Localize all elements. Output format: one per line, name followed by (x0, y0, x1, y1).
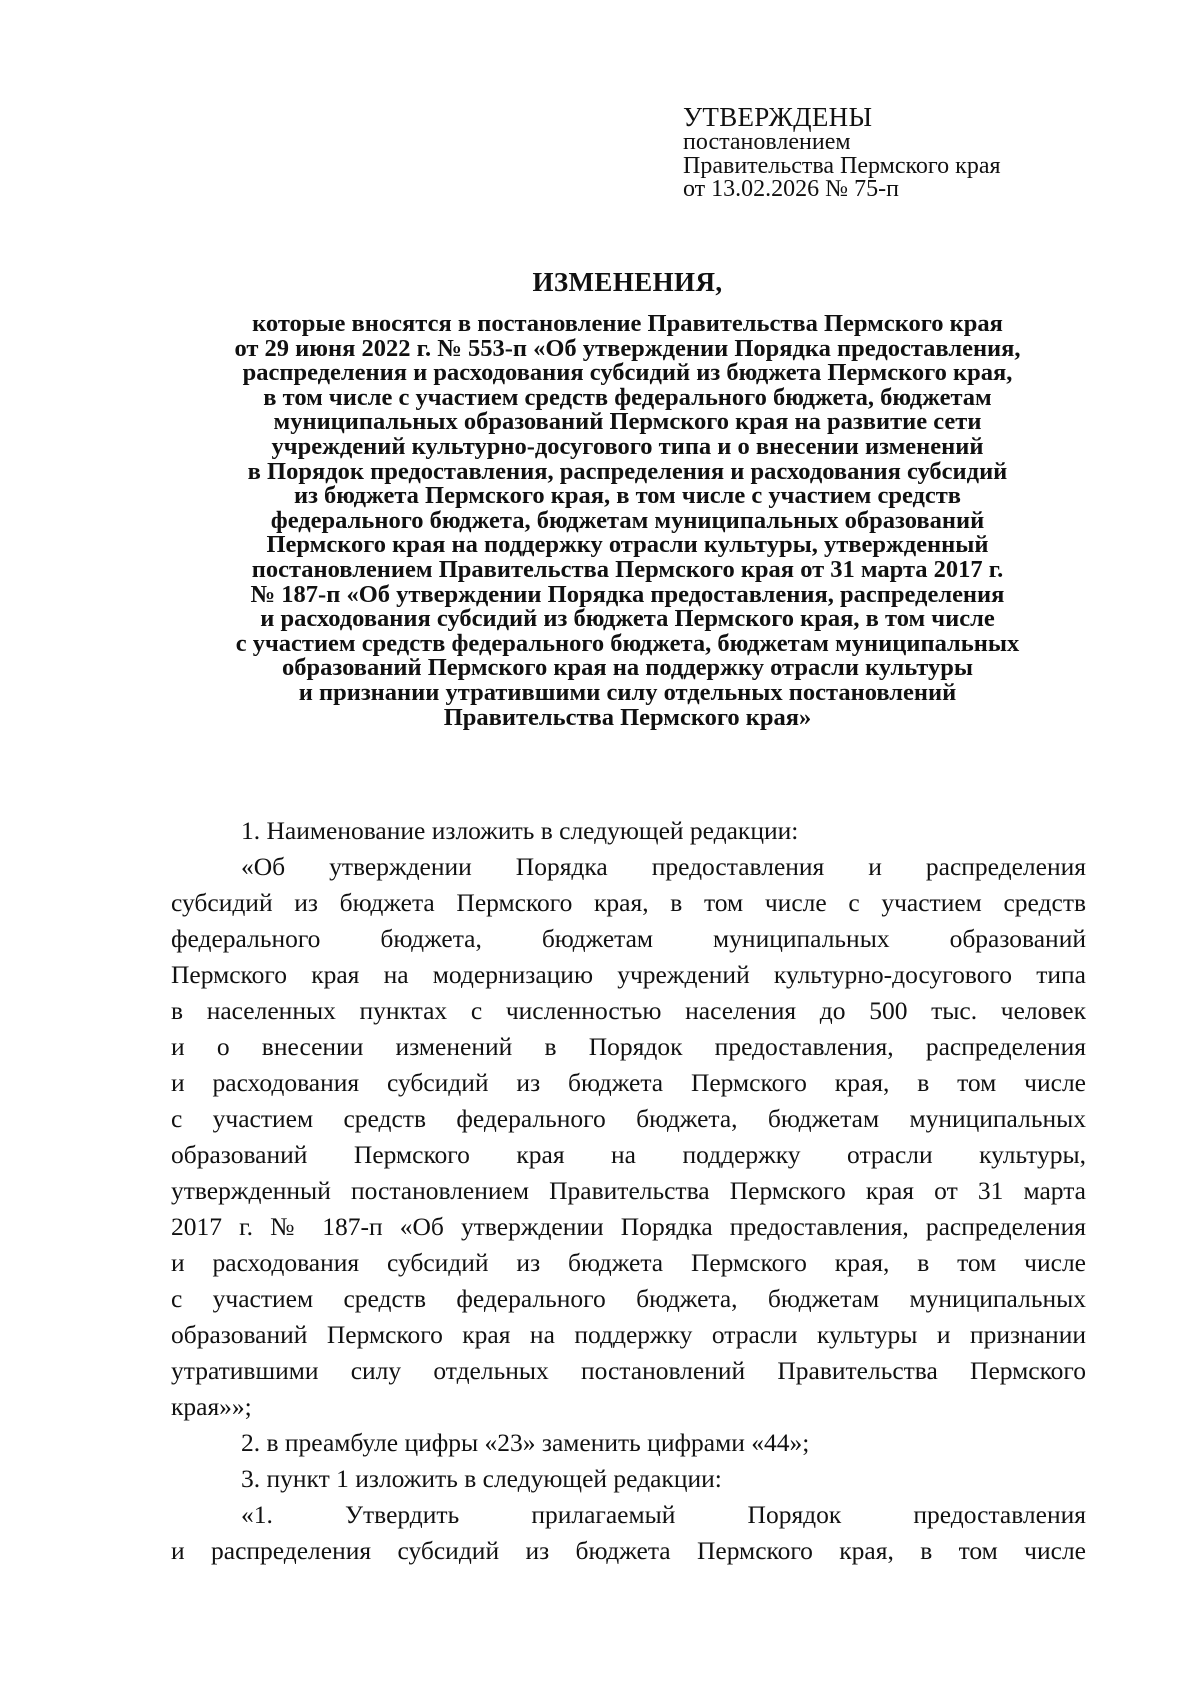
body-line: 2. в преамбуле цифры «23» заменить цифрами «44»; (241, 1428, 810, 1457)
approval-line: от 13.02.2026 № 75-п (683, 176, 899, 202)
body-line: края»»; (171, 1392, 252, 1421)
body-line: «1. Утвердить прилагаемый Порядок предоставления (241, 1500, 1086, 1529)
subtitle-line: которые вносятся в постановление Правительства Пермского края (252, 310, 1003, 337)
subtitle-line: образований Пермского края на поддержку отрасли культуры (282, 654, 973, 682)
document-subtitle (150, 312, 1105, 730)
body-line: и о внесении изменений в Порядок предоставления, распределения (171, 1032, 1086, 1061)
body-line: образований Пермского края на поддержку отрасли культуры, (171, 1140, 1086, 1169)
body-line: образований Пермского края на поддержку отрасли культуры и признании (171, 1320, 1086, 1349)
body-line: Пермского края на модернизацию учреждений культурно-досугового типа (171, 960, 1086, 989)
subtitle-line: из бюджета Пермского края, в том числе с участием средств (293, 482, 962, 510)
subtitle-line: Правительства Пермского края» (443, 703, 812, 731)
body-line: 2017 г. № 187-п «Об утверждении Порядка предоставления, распределения (171, 1212, 1086, 1241)
approval-line: постановлением (683, 129, 851, 155)
body-line: в населенных пунктах с численностью населения до 500 тыс. человек (171, 996, 1086, 1025)
body-line: утратившими силу отдельных постановлений Правительства Пермского (171, 1356, 1086, 1385)
body-line: и расходования субсидий из бюджета Пермского края, в том числе (171, 1068, 1086, 1097)
subtitle-line: постановлением Правительства Пермского края от 31 марта 2017 г. (251, 555, 1004, 583)
body-line: 1. Наименование изложить в следующей редакции: (241, 816, 799, 845)
subtitle-line: распределения и расходования субсидий из бюджета Пермского края, (242, 359, 1013, 387)
approval-title: УТВЕРЖДЕНЫ (683, 102, 873, 132)
body-line: с участием средств федерального бюджета, бюджетам муниципальных (171, 1284, 1086, 1313)
subtitle-line: и расходования субсидий из бюджета Пермского края, в том числе (260, 605, 995, 633)
subtitle-line: Пермского края на поддержку отрасли культуры, утвержденный (266, 531, 989, 559)
subtitle-line: муниципальных образований Пермского края на развитие сети (273, 408, 982, 436)
subtitle-line: учреждений культурно-досугового типа и о внесении изменений (271, 432, 984, 460)
approval-line: Правительства Пермского края (683, 152, 1001, 179)
body-line: 3. пункт 1 изложить в следующей редакции: (241, 1464, 722, 1493)
subtitle-line: с участием средств федерального бюджета, бюджетам муниципальных (235, 629, 1020, 657)
subtitle-line: в том числе с участием средств федерального бюджета, бюджетам (263, 383, 992, 411)
subtitle-line: и признании утратившими силу отдельных постановлений (298, 678, 957, 706)
body-line: субсидий из бюджета Пермского края, в том числе с участием средств (171, 888, 1086, 917)
document-body (171, 813, 1086, 1569)
body-line: и расходования субсидий из бюджета Пермского края, в том числе (171, 1248, 1086, 1277)
subtitle-line: от 29 июня 2022 г. № 553-п «Об утверждении Порядка предоставления, (234, 334, 1021, 362)
approval-block (683, 103, 1103, 202)
body-line: и распределения субсидий из бюджета Пермского края, в том числе (171, 1536, 1086, 1565)
body-line: с участием средств федерального бюджета, бюджетам муниципальных (171, 1104, 1086, 1133)
body-line: федерального бюджета, бюджетам муниципальных образований (171, 924, 1086, 953)
subtitle-line: № 187-п «Об утверждении Порядка предоставления, распределения (250, 580, 1005, 608)
subtitle-line: федерального бюджета, бюджетам муниципальных образований (270, 506, 985, 534)
document-title: ИЗМЕНЕНИЯ, (532, 267, 723, 297)
document-heading (150, 267, 1105, 730)
body-line: утвержденный постановлением Правительства Пермского края от 31 марта (171, 1176, 1086, 1205)
subtitle-line: в Порядок предоставления, распределения и расходования субсидий (247, 457, 1008, 485)
body-line: «Об утверждении Порядка предоставления и распределения (241, 852, 1086, 881)
